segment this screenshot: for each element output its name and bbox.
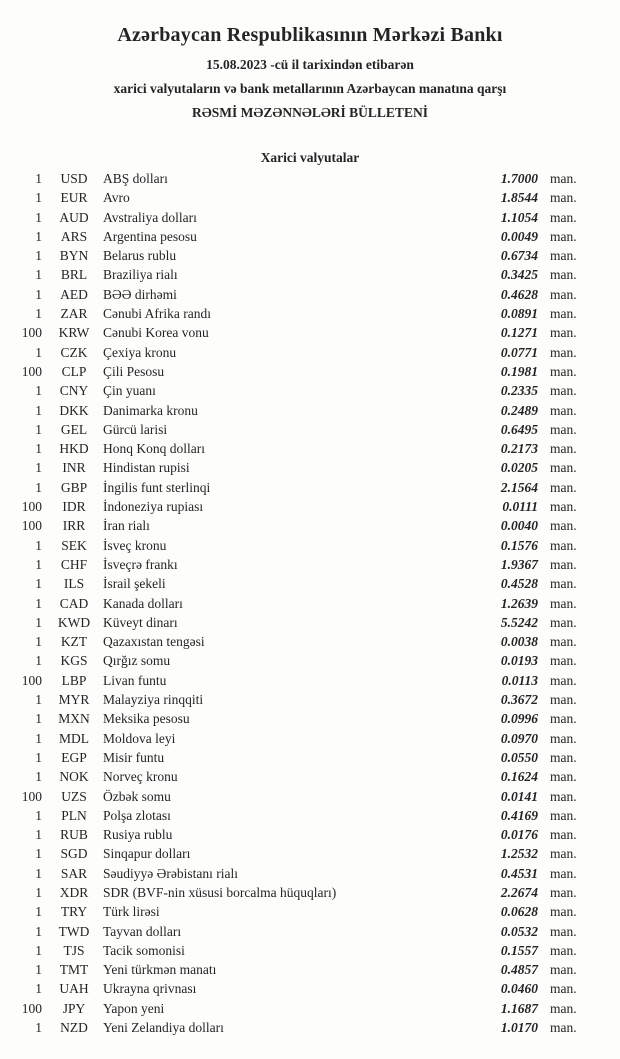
bulletin-header <box>0 24 620 121</box>
currency-name: İsveçrə frankı <box>103 556 178 572</box>
unit-label: man. <box>550 460 577 476</box>
currency-code: ILS <box>63 576 85 592</box>
rate-row <box>0 557 620 576</box>
quantity: 100 <box>21 1000 42 1016</box>
currency-code: MXN <box>58 711 90 727</box>
rate-value: 0.4628 <box>500 286 538 302</box>
rate-row <box>0 769 620 788</box>
rate-value: 0.4528 <box>500 576 538 592</box>
unit-label: man. <box>550 344 577 360</box>
quantity: 1 <box>35 904 42 920</box>
currency-code: TRY <box>60 904 88 920</box>
rate-value: 0.1624 <box>500 769 538 785</box>
currency-code: CZK <box>60 344 88 360</box>
rate-value: 1.2639 <box>500 595 538 611</box>
rate-row <box>0 866 620 885</box>
quantity: 100 <box>21 325 42 341</box>
currency-code: TMT <box>59 962 89 978</box>
unit-label: man. <box>550 962 577 978</box>
currency-code: BRL <box>60 267 88 283</box>
rate-value: 0.0040 <box>500 518 538 534</box>
quantity: 100 <box>21 363 42 379</box>
currency-name: Braziliya rialı <box>103 267 178 283</box>
rate-row <box>0 538 620 557</box>
rate-row <box>0 480 620 499</box>
currency-name: Türk lirəsi <box>103 904 160 920</box>
unit-label: man. <box>550 421 577 437</box>
rate-value: 2.2674 <box>500 884 538 900</box>
currency-code: GEL <box>60 421 88 437</box>
quantity: 1 <box>35 171 42 186</box>
unit-label: man. <box>550 441 577 457</box>
currency-code: EUR <box>60 190 88 206</box>
unit-label: man. <box>550 904 577 920</box>
currency-code: ZAR <box>60 306 88 322</box>
rate-row <box>0 287 620 306</box>
rate-value: 0.0049 <box>500 228 538 244</box>
rate-row <box>0 789 620 808</box>
quantity: 1 <box>35 576 42 592</box>
quantity: 1 <box>35 981 42 997</box>
currency-name: Yeni Zelandiya dolları <box>103 1020 224 1036</box>
rate-value: 0.6734 <box>500 248 538 264</box>
rate-value: 0.0193 <box>500 653 538 669</box>
rate-row <box>0 827 620 846</box>
bank-title: Azərbaycan Respublikasının Mərkəzi Bankı <box>117 24 503 46</box>
currency-name: ABŞ dolları <box>103 171 168 186</box>
unit-label: man. <box>550 942 577 958</box>
quantity: 1 <box>35 556 42 572</box>
unit-label: man. <box>550 267 577 283</box>
currency-code: MYR <box>58 692 90 708</box>
rate-value: 0.0460 <box>500 981 538 997</box>
rate-value: 0.2489 <box>500 402 538 418</box>
currency-name: İngilis funt sterlinqi <box>103 479 211 495</box>
rate-row <box>0 1020 620 1039</box>
unit-label: man. <box>550 1000 577 1016</box>
currency-code: TWD <box>58 923 90 939</box>
currency-code: AUD <box>59 209 89 225</box>
currency-name: Yeni türkmən manatı <box>103 962 217 978</box>
rate-row <box>0 403 620 422</box>
rate-row <box>0 460 620 479</box>
currency-name: Çili Pesosu <box>103 363 165 379</box>
rate-row <box>0 383 620 402</box>
currency-code: EGP <box>61 749 87 765</box>
unit-label: man. <box>550 383 577 399</box>
rate-row <box>0 210 620 229</box>
unit-label: man. <box>550 769 577 785</box>
quantity: 1 <box>35 267 42 283</box>
rate-value: 0.0891 <box>500 306 538 322</box>
currency-name: Tacik somonisi <box>103 942 185 958</box>
currency-name: Çexiya kronu <box>103 344 177 360</box>
quantity: 1 <box>35 306 42 322</box>
currency-name: Kanada dolları <box>103 595 183 611</box>
quantity: 100 <box>21 788 42 804</box>
currency-code: UZS <box>61 788 87 804</box>
quantity: 1 <box>35 865 42 881</box>
currency-code: IDR <box>62 499 86 515</box>
rate-value: 0.1557 <box>500 942 538 958</box>
rate-value: 0.1576 <box>500 537 538 553</box>
currency-name: Meksika pesosu <box>103 711 190 727</box>
currency-code: SEK <box>61 537 87 553</box>
rate-row <box>0 846 620 865</box>
quantity: 1 <box>35 749 42 765</box>
currency-code: INR <box>62 460 86 476</box>
unit-label: man. <box>550 402 577 418</box>
currency-code: BYN <box>59 248 89 264</box>
rate-row <box>0 345 620 364</box>
rate-row <box>0 924 620 943</box>
currency-code: JPY <box>62 1000 86 1016</box>
currency-code: RUB <box>60 827 88 843</box>
rate-value: 0.2335 <box>500 383 538 399</box>
rate-value: 0.2173 <box>500 441 538 457</box>
unit-label: man. <box>550 923 577 939</box>
currency-code: UAH <box>59 981 89 997</box>
currency-code: XDR <box>59 884 89 900</box>
quantity: 1 <box>35 402 42 418</box>
rate-value: 1.9367 <box>500 556 538 572</box>
rate-row <box>0 422 620 441</box>
currency-code: PLN <box>61 807 87 823</box>
unit-label: man. <box>550 595 577 611</box>
currency-name: Livan funtu <box>103 672 167 688</box>
rate-value: 0.0111 <box>502 499 538 515</box>
rate-value: 0.1981 <box>500 363 538 379</box>
unit-label: man. <box>550 576 577 592</box>
currency-code: SGD <box>60 846 88 862</box>
currency-name: İran rialı <box>103 518 150 534</box>
unit-label: man. <box>550 499 577 515</box>
currency-name: Qazaxıstan tengəsi <box>103 634 205 650</box>
quantity: 1 <box>35 769 42 785</box>
unit-label: man. <box>550 730 577 746</box>
unit-label: man. <box>550 614 577 630</box>
rate-row <box>0 711 620 730</box>
quantity: 1 <box>35 692 42 708</box>
currency-code: KGS <box>60 653 88 669</box>
currency-name: Moldova leyi <box>103 730 176 746</box>
rates-table <box>0 171 620 1039</box>
rate-value: 0.0532 <box>500 923 538 939</box>
quantity: 1 <box>35 711 42 727</box>
currency-name: Çin yuanı <box>103 383 156 399</box>
unit-label: man. <box>550 884 577 900</box>
rate-value: 0.0771 <box>500 344 538 360</box>
currency-code: USD <box>60 171 88 186</box>
quantity: 1 <box>35 479 42 495</box>
rate-row <box>0 306 620 325</box>
subtitle-line: xarici valyutaların və bank metallarının Azərbaycan manatına qarşı <box>113 81 507 96</box>
unit-label: man. <box>550 556 577 572</box>
unit-label: man. <box>550 711 577 727</box>
rate-row <box>0 364 620 383</box>
quantity: 1 <box>35 807 42 823</box>
currency-name: Tayvan dolları <box>103 923 182 939</box>
quantity: 1 <box>35 1020 42 1036</box>
quantity: 1 <box>35 209 42 225</box>
currency-code: IRR <box>62 518 86 534</box>
unit-label: man. <box>550 749 577 765</box>
unit-label: man. <box>550 363 577 379</box>
currency-name: Danimarka kronu <box>103 402 198 418</box>
quantity: 1 <box>35 846 42 862</box>
currency-code: KRW <box>58 325 90 341</box>
unit-label: man. <box>550 537 577 553</box>
unit-label: man. <box>550 209 577 225</box>
rate-value: 1.1054 <box>500 209 538 225</box>
rate-row <box>0 885 620 904</box>
rate-value: 2.1564 <box>500 479 538 495</box>
rate-row <box>0 634 620 653</box>
quantity: 1 <box>35 248 42 264</box>
currency-code: KWD <box>57 614 91 630</box>
currency-name: Qırğız somu <box>103 653 171 669</box>
rate-value: 0.6495 <box>500 421 538 437</box>
rate-value: 0.0970 <box>500 730 538 746</box>
currency-code: NZD <box>60 1020 88 1036</box>
unit-label: man. <box>550 846 577 862</box>
currency-name: Səudiyyə Ərəbistanı rialı <box>103 865 238 881</box>
currency-code: CHF <box>60 556 88 572</box>
unit-label: man. <box>550 653 577 669</box>
rate-row <box>0 904 620 923</box>
currency-code: CLP <box>61 363 87 379</box>
currency-name: Argentina pesosu <box>103 228 197 244</box>
quantity: 100 <box>21 518 42 534</box>
currency-name: Misir funtu <box>103 749 165 765</box>
currency-code: CNY <box>59 383 89 399</box>
currency-name: Belarus rublu <box>103 248 177 264</box>
currency-name: Hindistan rupisi <box>103 460 190 476</box>
currency-code: GBP <box>60 479 88 495</box>
rate-row <box>0 692 620 711</box>
unit-label: man. <box>550 228 577 244</box>
quantity: 100 <box>21 672 42 688</box>
rate-row <box>0 653 620 672</box>
quantity: 1 <box>35 653 42 669</box>
rate-row <box>0 267 620 286</box>
unit-label: man. <box>550 827 577 843</box>
rate-value: 0.0996 <box>500 711 538 727</box>
currency-name: İsrail şekeli <box>103 576 166 592</box>
rate-row <box>0 190 620 209</box>
rate-value: 0.1271 <box>500 325 538 341</box>
rate-row <box>0 615 620 634</box>
currency-name: Sinqapur dolları <box>103 846 191 862</box>
quantity: 1 <box>35 614 42 630</box>
currency-name: Polşa zlotası <box>103 807 171 823</box>
currency-name: Rusiya rublu <box>103 827 173 843</box>
quantity: 1 <box>35 884 42 900</box>
rate-value: 0.0113 <box>501 672 538 688</box>
effective-date-line: 15.08.2023 -cü il tarixindən etibarən <box>206 57 414 72</box>
currency-name: Avro <box>103 190 130 206</box>
currency-code: AED <box>60 286 88 302</box>
rate-row <box>0 962 620 981</box>
unit-label: man. <box>550 865 577 881</box>
currency-code: NOK <box>59 769 89 785</box>
quantity: 1 <box>35 344 42 360</box>
currency-code: DKK <box>59 402 89 418</box>
quantity: 1 <box>35 421 42 437</box>
currency-name: Avstraliya dolları <box>103 209 197 225</box>
rate-value: 1.7000 <box>500 171 538 186</box>
rate-value: 0.4169 <box>500 807 538 823</box>
rate-value: 0.3425 <box>500 267 538 283</box>
rate-value: 1.0170 <box>500 1020 538 1036</box>
currency-name: Norveç kronu <box>103 769 178 785</box>
quantity: 1 <box>35 286 42 302</box>
quantity: 1 <box>35 228 42 244</box>
unit-label: man. <box>550 171 577 186</box>
rate-row <box>0 248 620 267</box>
quantity: 1 <box>35 441 42 457</box>
rate-row <box>0 808 620 827</box>
currency-code: SAR <box>60 865 88 881</box>
quantity: 1 <box>35 730 42 746</box>
currency-code: ARS <box>60 228 88 244</box>
quantity: 1 <box>35 460 42 476</box>
unit-label: man. <box>550 306 577 322</box>
rate-row <box>0 981 620 1000</box>
quantity: 100 <box>21 499 42 515</box>
rate-value: 5.5242 <box>500 614 538 630</box>
rate-row <box>0 441 620 460</box>
rate-value: 0.3672 <box>500 692 538 708</box>
currency-name: Cənubi Afrika randı <box>103 306 211 322</box>
rate-value: 0.0205 <box>500 460 538 476</box>
rate-row <box>0 576 620 595</box>
quantity: 1 <box>35 962 42 978</box>
rate-row <box>0 518 620 537</box>
section-title: Xarici valyutalar <box>260 150 360 165</box>
rate-row <box>0 750 620 769</box>
rate-value: 0.0141 <box>500 788 538 804</box>
rate-value: 0.4531 <box>500 865 538 881</box>
currency-code: KZT <box>60 634 88 650</box>
rate-value: 1.1687 <box>500 1000 538 1016</box>
currency-name: BƏƏ dirhəmi <box>103 286 177 302</box>
quantity: 1 <box>35 383 42 399</box>
unit-label: man. <box>550 479 577 495</box>
rate-value: 1.8544 <box>500 190 538 206</box>
rate-row <box>0 731 620 750</box>
unit-label: man. <box>550 692 577 708</box>
currency-name: Küveyt dinarı <box>103 614 178 630</box>
currency-name: İndoneziya rupiası <box>103 499 204 515</box>
quantity: 1 <box>35 634 42 650</box>
unit-label: man. <box>550 672 577 688</box>
rate-value: 0.0628 <box>500 904 538 920</box>
quantity: 1 <box>35 827 42 843</box>
rate-row <box>0 1001 620 1020</box>
currency-name: Cənubi Korea vonu <box>103 325 209 341</box>
rate-row <box>0 943 620 962</box>
quantity: 1 <box>35 595 42 611</box>
unit-label: man. <box>550 518 577 534</box>
quantity: 1 <box>35 537 42 553</box>
currency-name: Honq Konq dolları <box>103 441 205 457</box>
unit-label: man. <box>550 807 577 823</box>
quantity: 1 <box>35 942 42 958</box>
rate-value: 0.0176 <box>500 827 538 843</box>
rate-row <box>0 596 620 615</box>
unit-label: man. <box>550 1020 577 1036</box>
rate-value: 1.2532 <box>500 846 538 862</box>
currency-code: LBP <box>61 672 87 688</box>
currency-code: TJS <box>63 942 85 958</box>
currency-name: Ukrayna qrivnası <box>103 981 197 997</box>
bulletin-title: RƏSMİ MƏZƏNNƏLƏRİ BÜLLETENİ <box>192 105 428 120</box>
quantity: 1 <box>35 923 42 939</box>
quantity: 1 <box>35 190 42 206</box>
rate-value: 0.0038 <box>500 634 538 650</box>
unit-label: man. <box>550 325 577 341</box>
currency-code: CAD <box>59 595 89 611</box>
unit-label: man. <box>550 981 577 997</box>
currency-name: Malayziya rinqqiti <box>103 692 204 708</box>
unit-label: man. <box>550 788 577 804</box>
currency-code: MDL <box>59 730 89 746</box>
rate-row <box>0 499 620 518</box>
rate-row <box>0 673 620 692</box>
rate-row <box>0 171 620 190</box>
currency-name: SDR (BVF-nin xüsusi borcalma hüquqları) <box>103 884 337 900</box>
rate-row <box>0 229 620 248</box>
currency-code: HKD <box>59 441 89 457</box>
unit-label: man. <box>550 190 577 206</box>
unit-label: man. <box>550 286 577 302</box>
rate-row <box>0 325 620 344</box>
currency-name: İsveç kronu <box>103 537 167 553</box>
rate-value: 0.4857 <box>500 962 538 978</box>
currency-name: Gürcü larisi <box>103 421 168 437</box>
rate-value: 0.0550 <box>500 749 538 765</box>
currency-name: Yapon yeni <box>103 1000 165 1016</box>
unit-label: man. <box>550 634 577 650</box>
currency-name: Özbək somu <box>103 788 171 804</box>
unit-label: man. <box>550 248 577 264</box>
